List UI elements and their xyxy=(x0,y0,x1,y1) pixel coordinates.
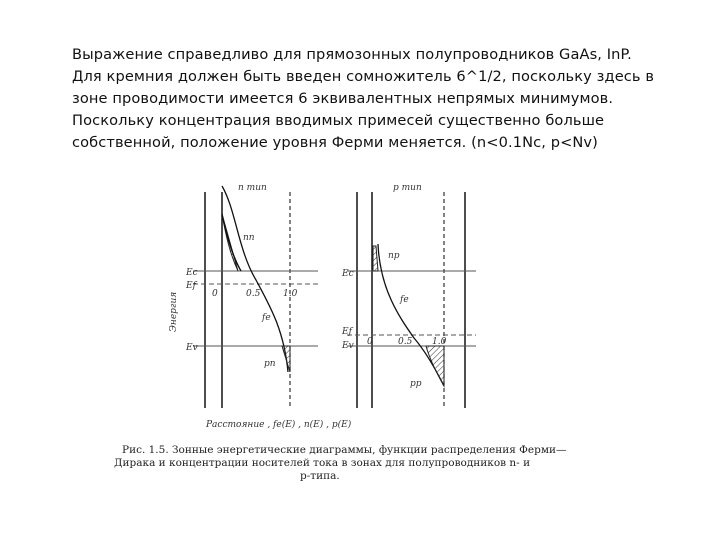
right-f-label: fe xyxy=(400,295,409,305)
right-panel-p-type xyxy=(341,183,476,408)
left-fermi-curve xyxy=(222,186,288,372)
right-hole-hatch xyxy=(426,346,444,386)
figure-caption-line: Рис. 1.5. Зонные энергетические диаграммы, функции распределения Ферми— xyxy=(122,444,567,456)
left-ec-label: Ec xyxy=(186,268,198,278)
left-p-label: pn xyxy=(264,359,276,369)
figure-caption-line: Дирака и концентрации носителей тока в зонах для полупроводников n- и xyxy=(114,457,531,469)
right-electron-hatch xyxy=(373,246,378,271)
energy-axis-label: Энергия xyxy=(169,291,179,332)
right-n-label: np xyxy=(388,251,400,261)
left-ef-label: Ef xyxy=(186,281,196,291)
right-ec-label: Ec xyxy=(342,269,354,279)
paragraph-line: собственной, положение уровня Ферми меняется. (n<0.1Nc, p<Nv) xyxy=(72,134,598,151)
right-tick-zero: 0 xyxy=(367,337,373,347)
paragraph-line: Выражение справедливо для прямозонных полупроводников GaAs, InP. xyxy=(72,46,632,63)
left-tick-half: 0.5 xyxy=(246,289,261,299)
right-tick-half: 0.5 xyxy=(398,337,413,347)
left-ev-label: Ev xyxy=(186,343,198,353)
left-panel-n-type xyxy=(185,183,318,408)
bottom-axis-label: Расстояние , fe(E) , n(E) , p(E) xyxy=(206,420,352,430)
paragraph-line: Для кремния должен быть введен сомножитель 6^1/2, поскольку здесь в xyxy=(72,68,655,85)
figure-caption-line: p-типа. xyxy=(300,470,340,482)
right-ef-label: Ef xyxy=(342,327,352,337)
right-type-label: p тип xyxy=(393,183,422,193)
left-f-label: fe xyxy=(262,313,271,323)
left-n-label: nn xyxy=(243,233,255,243)
paragraph-line: Поскольку концентрация вводимых примесей существенно больше xyxy=(72,112,605,129)
left-hole-hatch xyxy=(282,346,290,372)
left-type-label: n тип xyxy=(238,183,267,193)
right-ev-label: Ev xyxy=(342,341,354,351)
right-p-label: pp xyxy=(410,379,422,389)
left-tick-zero: 0 xyxy=(212,289,218,299)
paragraph-line: зоне проводимости имеется 6 эквивалентных непрямых минимумов. xyxy=(72,90,614,107)
right-tick-one: 1.0 xyxy=(432,337,447,347)
left-tick-one: 1.0 xyxy=(283,289,298,299)
